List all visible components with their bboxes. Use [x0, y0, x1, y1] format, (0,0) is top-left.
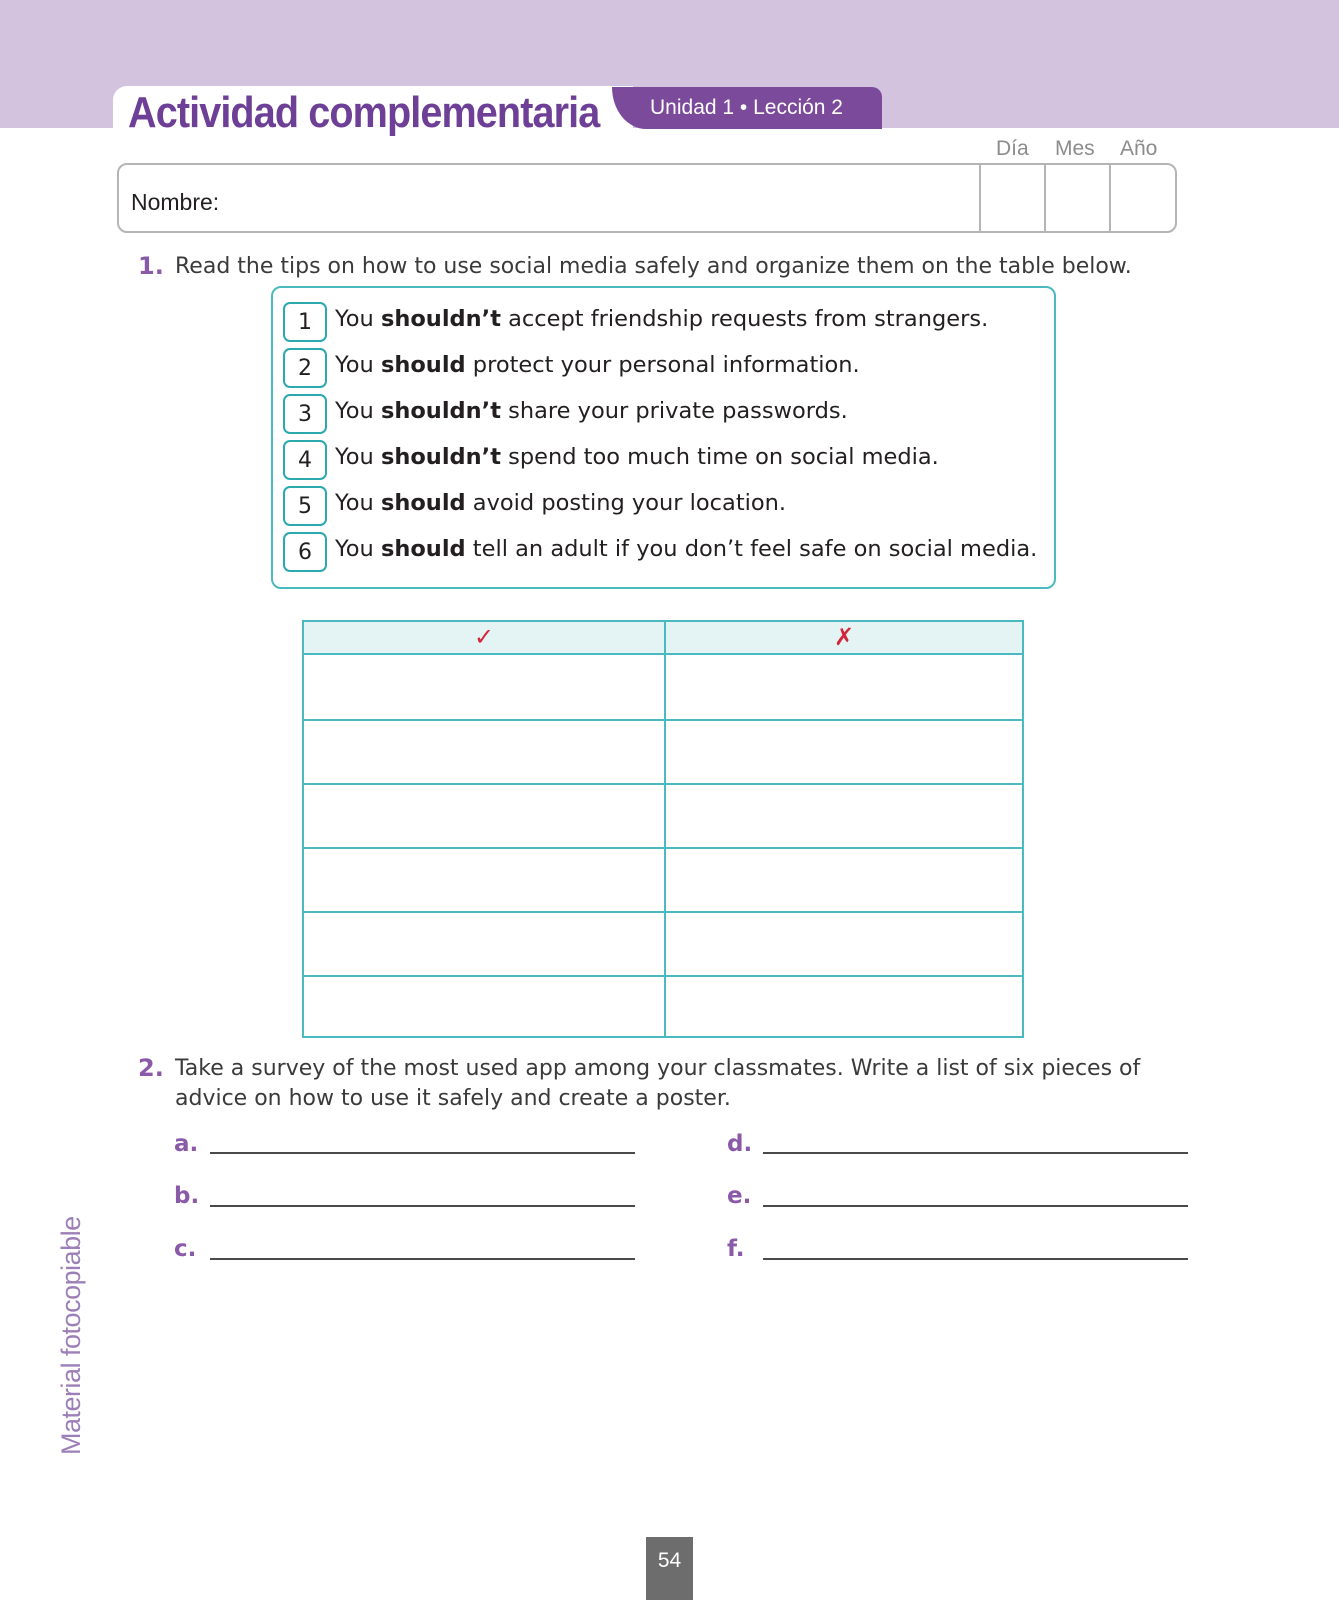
cross-mark-icon: ✗ [833, 623, 855, 651]
answer-line-c[interactable] [210, 1258, 635, 1260]
tip-text: You should protect your personal information. [335, 352, 860, 378]
table-row-divider [304, 975, 1022, 977]
year-field[interactable] [1109, 165, 1175, 231]
name-label: Nombre: [131, 189, 220, 215]
answer-label-f: f. [727, 1236, 745, 1262]
answer-line-a[interactable] [210, 1152, 635, 1154]
tip-number-box: 5 [283, 486, 327, 526]
month-field[interactable] [1044, 165, 1110, 231]
year-label: Año [1120, 137, 1158, 160]
photocopiable-note: Material fotocopiable [56, 1216, 86, 1455]
tip-text: You shouldn’t spend too much time on social media. [335, 444, 939, 470]
table-row-divider [304, 719, 1022, 721]
tip-text: You should tell an adult if you don’t feel safe on social media. [335, 536, 1038, 562]
check-mark-icon: ✓ [473, 623, 495, 651]
tip-text: You should avoid posting your location. [335, 490, 787, 516]
table-row-divider [304, 847, 1022, 849]
table-row-divider [304, 783, 1022, 785]
tip-item [283, 394, 1043, 434]
page-number: 54 [646, 1537, 693, 1600]
question-1-number: 1. [138, 252, 164, 280]
answer-label-e: e. [727, 1183, 752, 1209]
answer-line-e[interactable] [763, 1205, 1188, 1207]
tip-item [283, 348, 1043, 388]
tip-number-box: 3 [283, 394, 327, 434]
tip-text: You shouldn’t share your private passwords. [335, 398, 848, 424]
tip-item [283, 486, 1043, 526]
table-row-divider [304, 911, 1022, 913]
sort-table [302, 620, 1024, 1038]
day-field[interactable] [979, 165, 1045, 231]
answer-label-a: a. [174, 1131, 199, 1157]
tip-item [283, 440, 1043, 480]
tips-box [271, 286, 1056, 589]
unit-lesson-badge: Unidad 1 • Lección 2 [612, 87, 882, 129]
answer-line-f[interactable] [763, 1258, 1188, 1260]
tip-number-box: 6 [283, 532, 327, 572]
name-date-box [117, 163, 1177, 233]
answer-line-d[interactable] [763, 1152, 1188, 1154]
page-title: Actividad complementaria [128, 88, 600, 137]
tip-text: You shouldn’t accept friendship requests from strangers. [335, 306, 989, 332]
answer-line-b[interactable] [210, 1205, 635, 1207]
tip-number-box: 1 [283, 302, 327, 342]
day-label: Día [996, 137, 1029, 160]
tip-item [283, 532, 1043, 572]
question-2-line-1: Take a survey of the most used app among your classmates. Write a list of six pieces of [175, 1056, 1141, 1081]
answer-label-b: b. [174, 1183, 200, 1209]
question-1-text: Read the tips on how to use social media safely and organize them on the table below. [175, 254, 1132, 279]
month-label: Mes [1055, 137, 1095, 160]
question-2-number: 2. [138, 1054, 164, 1082]
tip-number-box: 2 [283, 348, 327, 388]
question-2-line-2: advice on how to use it safely and create a poster. [175, 1086, 731, 1111]
table-column-divider [664, 622, 666, 1036]
answer-label-c: c. [174, 1236, 197, 1262]
tip-number-box: 4 [283, 440, 327, 480]
answer-label-d: d. [727, 1131, 753, 1157]
tip-item [283, 302, 1043, 342]
